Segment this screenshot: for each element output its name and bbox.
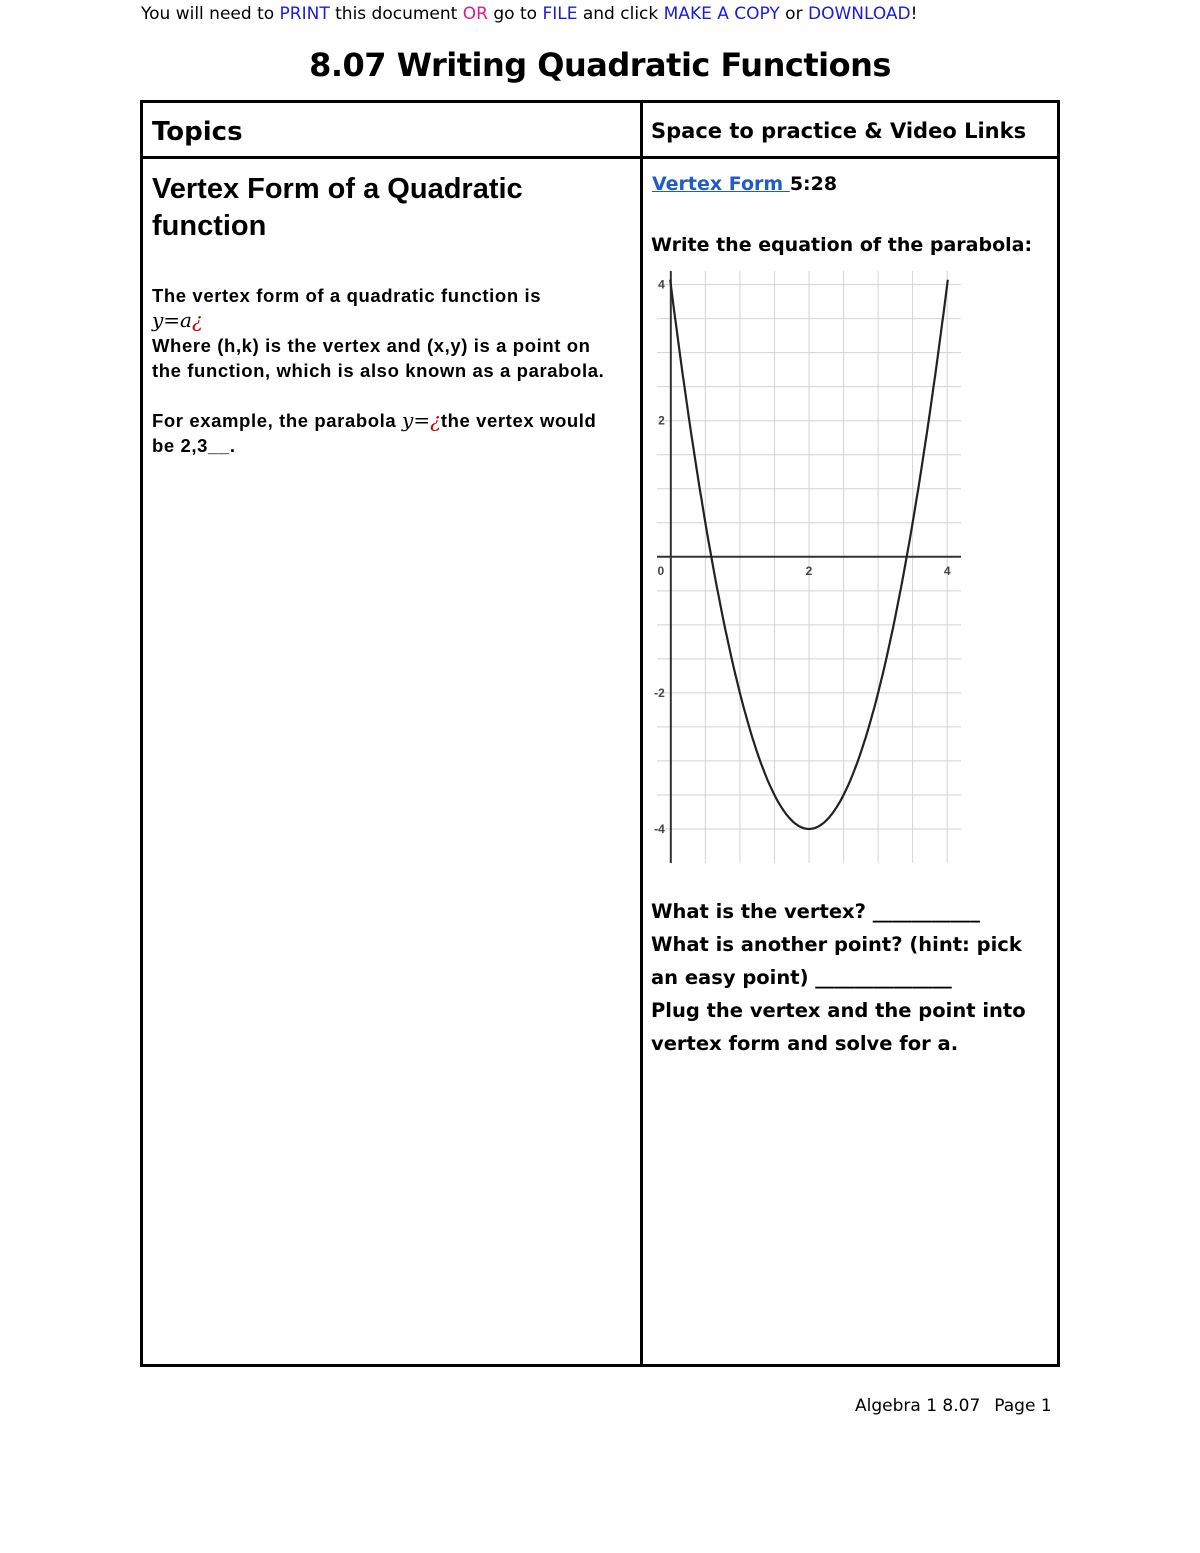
notice-file: FILE (542, 4, 578, 24)
practice-cell[interactable] (642, 158, 1059, 1366)
vertex-form-video-link[interactable]: Vertex Form (652, 173, 790, 195)
topic-body (152, 283, 620, 458)
notice-text-5: or (779, 4, 808, 24)
x-tick-label: 0 (657, 563, 665, 578)
example-formula (402, 408, 441, 432)
question-solve: Plug the vertex and the point into vertex form and solve for a. (651, 999, 1026, 1055)
y-tick-label: 2 (658, 413, 665, 428)
print-notice (141, 4, 917, 24)
x-tick-label: 4 (943, 563, 951, 578)
notice-text-2: this document (329, 4, 463, 24)
document-title: 8.07 Writing Quadratic Functions (309, 46, 891, 84)
notes-table (140, 100, 1060, 1367)
question-vertex: What is the vertex? ___________ (651, 900, 980, 923)
notice-text-4: and click (577, 4, 664, 24)
y-tick-label: -2 (654, 685, 665, 700)
footer-label: Algebra 1 8.07 (855, 1396, 981, 1416)
where-text: Where (h,k) is the vertex and (x,y) is a point on the function, which is also known as a parabola. (152, 335, 605, 381)
topic-heading: Vertex Form of a Quadratic function (152, 173, 523, 242)
video-duration: 5:28 (789, 173, 838, 195)
video-line (652, 169, 1049, 199)
notice-text-1: You will need to (141, 4, 280, 24)
parabola-graph (651, 267, 971, 867)
page-footer (855, 1396, 1052, 1416)
formula-glyph: ¿ (191, 308, 203, 332)
topics-cell[interactable] (142, 158, 642, 1366)
header-practice: Space to practice & Video Links (642, 102, 1059, 158)
parabola-graph-svg (651, 267, 971, 867)
notice-print: PRINT (279, 4, 330, 24)
notice-download: DOWNLOAD (807, 4, 911, 24)
notice-make-copy: MAKE A COPY (663, 4, 780, 24)
example-text (152, 408, 620, 458)
vertex-formula (152, 308, 620, 333)
practice-prompt: Write the equation of the parabola: (651, 234, 1033, 256)
vertex-form-line: The vertex form of a quadratic function is (152, 285, 542, 306)
example-formula-glyph: ¿ (430, 408, 441, 432)
x-tick-label: 2 (805, 563, 813, 578)
example-prefix: For example, the parabola (152, 410, 403, 431)
example-formula-text: y= (402, 408, 431, 432)
example-suffix: the vertex would be 2,3__. (152, 410, 597, 456)
header-topics: Topics (142, 102, 642, 158)
questions (651, 895, 1049, 1060)
notice-text-3: go to (487, 4, 543, 24)
formula-text: y=a (152, 308, 192, 332)
notice-or: OR (462, 4, 488, 24)
y-tick-label: -4 (654, 821, 665, 836)
question-point: What is another point? (hint: pick an easy point) ______________ (651, 933, 1022, 989)
notice-text-6: ! (910, 4, 918, 24)
y-tick-label: 4 (658, 277, 665, 292)
footer-page: Page 1 (994, 1396, 1052, 1416)
